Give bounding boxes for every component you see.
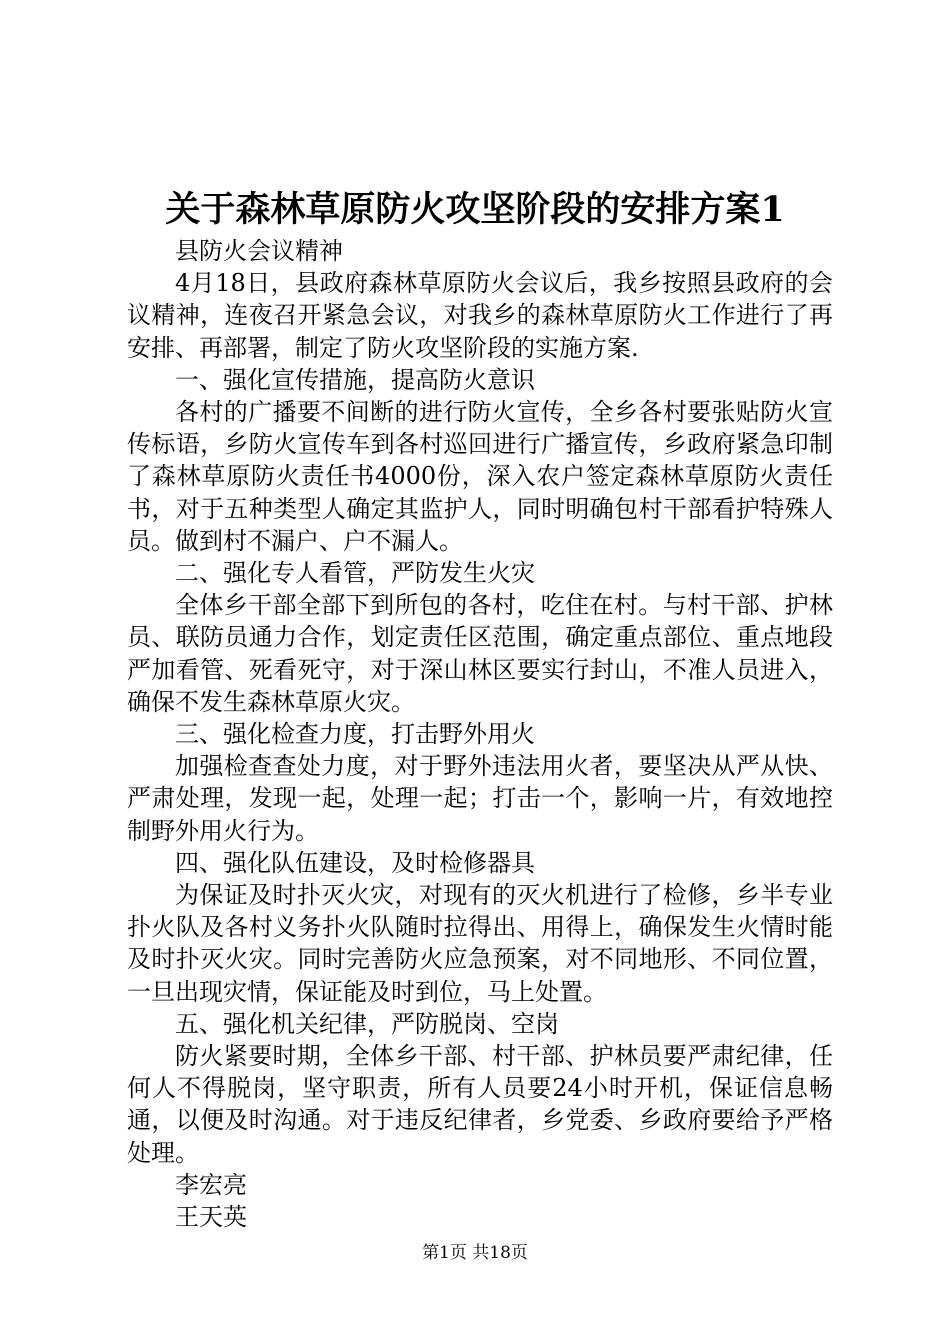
section-heading-3: 三、强化检查力度，打击野外用火 xyxy=(175,720,535,749)
paragraph-heading-meeting: 县防火会议精神 xyxy=(175,237,343,265)
paragraph-section-2: 全体乡干部全部下到所包的各村，吃住在村。与村干部、护林员、联防员通力合作，划定责任区范围，确定重点部位、重点地段严加看管、死看死守，对于深山林区要实行封山，不准人员进入，确保不发生森林草原火灾。 xyxy=(127,591,833,716)
section-heading-2: 二、强化专人看管，严防发生火灾 xyxy=(175,559,535,588)
page-number-footer: 第1页 共18页 xyxy=(422,1243,528,1263)
section-heading-1: 一、强化宣传措施，提高防火意识 xyxy=(175,365,535,394)
document-title: 关于森林草原防火攻坚阶段的安排方案1 xyxy=(165,189,785,230)
signature-name-1: 李宏亮 xyxy=(175,1170,247,1199)
paragraph-section-4: 为保证及时扑灭火灾，对现有的灭火机进行了检修，乡半专业扑火队及各村义务扑火队随时拉得出、用得上，确保发生火情时能及时扑灭火灾。同时完善防火应急预案，对不同地形、不同位置，一旦出现灾情，保证能及时到位，马上处置。 xyxy=(127,881,833,1006)
paragraph-intro: 4月18日，县政府森林草原防火会议后，我乡按照县政府的会议精神，连夜召开紧急会议，对我乡的森林草原防火工作进行了再安排、再部署，制定了防火攻坚阶段的实施方案. xyxy=(127,269,833,362)
document-body xyxy=(127,235,833,1233)
section-heading-4: 四、强化队伍建设，及时检修器具 xyxy=(175,848,535,877)
paragraph-section-3: 加强检查查处力度，对于野外违法用火者，要坚决从严从快、严肃处理，发现一起，处理一起；打击一个，影响一片，有效地控制野外用火行为。 xyxy=(127,752,833,845)
signature-name-2: 王天英 xyxy=(175,1203,247,1232)
paragraph-section-1: 各村的广播要不间断的进行防火宣传，全乡各村要张贴防火宣传标语，乡防火宣传车到各村巡回进行广播宣传，乡政府紧急印制了森林草原防火责任书4000份，深入农户签定森林草原防火责任书，对于五种类型人确定其监护人，同时明确包村干部看护特殊人员。做到村不漏户、户不漏人。 xyxy=(127,398,833,555)
section-heading-5: 五、强化机关纪律，严防脱岗、空岗 xyxy=(175,1009,559,1038)
paragraph-section-5: 防火紧要时期，全体乡干部、村干部、护林员要严肃纪律，任何人不得脱岗，坚守职责，所有人员要24小时开机，保证信息畅通，以便及时沟通。对于违反纪律者，乡党委、乡政府要给予严格处理。 xyxy=(127,1042,833,1167)
